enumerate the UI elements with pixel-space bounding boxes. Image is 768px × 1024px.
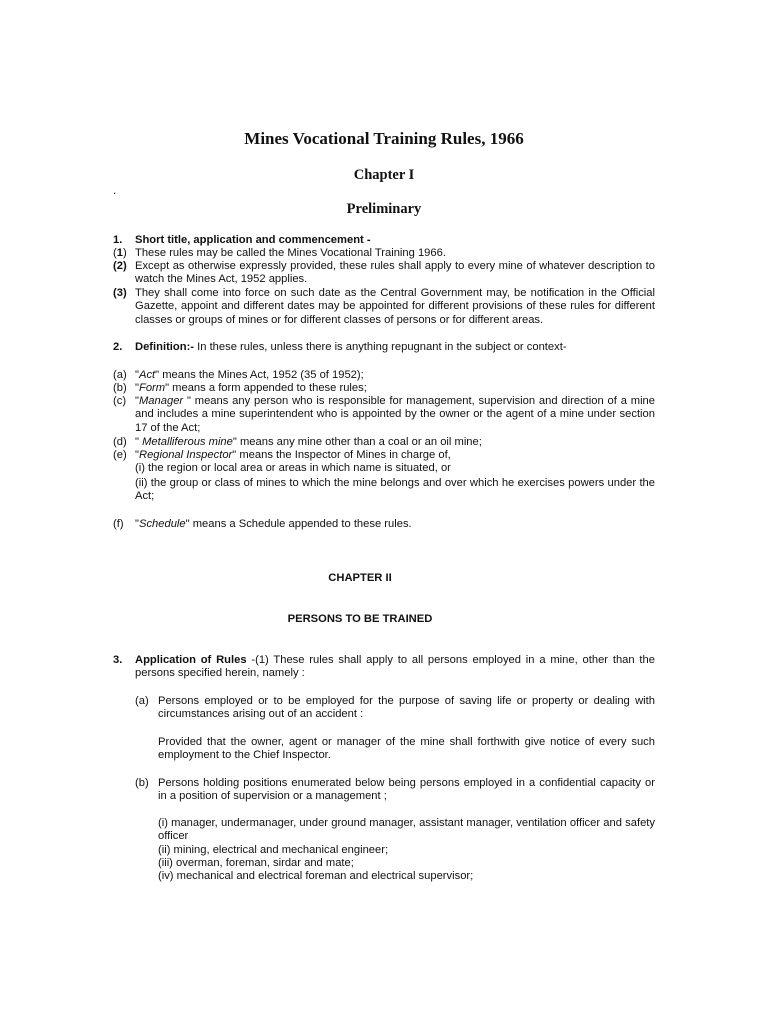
- definition-c-term: Manager: [138, 395, 184, 407]
- clause-a-label: (a): [135, 695, 149, 707]
- section-3-text: Application of Rules -(1) These rules shall apply to all persons employed in a mine, other than the persons specified herein, namely :: [135, 654, 655, 680]
- section-2-text: In these rules, unless there is anything repugnant in the subject or context-: [194, 341, 567, 353]
- clause-a-proviso: Provided that the owner, agent or manager of the mine shall forthwith give notice of every such employment to the Chief Inspector.: [158, 736, 655, 762]
- rule-1-2-number: (2): [113, 260, 127, 272]
- rule-1-2-text: Except as otherwise expressly provided, these rules shall apply to every mine of whatever description to watch the Mines Act, 1952 applies.: [135, 260, 655, 286]
- chapter-one-heading: Chapter I: [353, 167, 415, 183]
- definition-a-label: (a): [113, 369, 127, 381]
- definition-e: "Regional Inspector" means the Inspector of Mines in charge of,: [135, 449, 451, 461]
- definition-e-label: (e): [113, 449, 127, 461]
- stray-dot: .: [113, 183, 117, 197]
- definition-d-term: Metalliferous mine: [142, 436, 233, 448]
- definition-d: " Metalliferous mine" means any mine other than a coal or an oil mine;: [135, 436, 482, 448]
- rule-1-3-text: They shall come into force on such date as the Central Government may, be notification in the Official Gazette, appoint and different dates may be appointed for different provisions of these rules for different classes or groups of mines or for different classes of persons or for different areas.: [135, 287, 655, 326]
- definition-b-label: (b): [113, 382, 127, 394]
- definition-c-label: (c): [113, 395, 127, 407]
- preliminary-heading: Preliminary: [346, 201, 422, 217]
- section-1-heading: Short title, application and commencement -: [135, 234, 371, 246]
- definition-a-term: Act: [138, 369, 156, 381]
- definition-a: "Act" means the Mines Act, 1952 (35 of 1952);: [135, 369, 364, 381]
- list-item: (ii) mining, electrical and mechanical engineer;: [158, 844, 389, 856]
- definition-b-term: Form: [138, 382, 166, 394]
- clause-b-label: (b): [135, 777, 149, 789]
- clause-b-text: Persons holding positions enumerated below being persons employed in a confidential capacity or in a position of supervision or a management ;: [158, 777, 655, 803]
- definition-d-label: (d): [113, 436, 127, 448]
- section-2-heading: Definition:-: [135, 341, 195, 353]
- section-3-heading: Application of Rules: [135, 654, 247, 666]
- clause-a-text: Persons employed or to be employed for the purpose of saving life or property or dealing with circumstances arising out of an accident :: [158, 695, 655, 721]
- list-item: (iv) mechanical and electrical foreman and electrical supervisor;: [158, 870, 474, 882]
- section-2-line: [135, 341, 655, 354]
- definition-f-label: (f): [113, 518, 124, 530]
- definition-e-item-i: (i) the region or local area or areas in which name is situated, or: [135, 462, 451, 474]
- list-item: (iii) overman, foreman, sirdar and mate;: [158, 857, 354, 869]
- section-1-number: 1.: [113, 234, 123, 246]
- section-3-number: 3.: [113, 654, 123, 666]
- chapter-two-subheading: PERSONS TO BE TRAINED: [287, 613, 433, 625]
- rule-1-1-text: These rules may be called the Mines Vocational Training 1966.: [135, 247, 446, 259]
- list-item: (i) manager, undermanager, under ground manager, assistant manager, ventilation officer and safety officer: [158, 817, 655, 843]
- section-2-number: 2.: [113, 341, 123, 353]
- rule-1-3-number: (3): [113, 287, 127, 299]
- definition-f: "Schedule" means a Schedule appended to these rules.: [135, 518, 412, 530]
- page-title: Mines Vocational Training Rules, 1966: [244, 129, 524, 148]
- definition-f-term: Schedule: [138, 518, 186, 530]
- definition-e-term: Regional Inspector: [138, 449, 233, 461]
- definition-c: "Manager " means any person who is responsible for management, supervision and direction of a mine and includes a mine superintendent who is appointed by the owner or the agent of a mine under section 17 of the Act;: [135, 395, 655, 434]
- definition-e-item-ii: (ii) the group or class of mines to which the mine belongs and over which he exercises powers under the Act;: [135, 477, 655, 503]
- rule-1-1-number: (1): [113, 247, 127, 259]
- chapter-two-heading: CHAPTER II: [328, 572, 392, 584]
- definition-b: "Form" means a form appended to these rules;: [135, 382, 367, 394]
